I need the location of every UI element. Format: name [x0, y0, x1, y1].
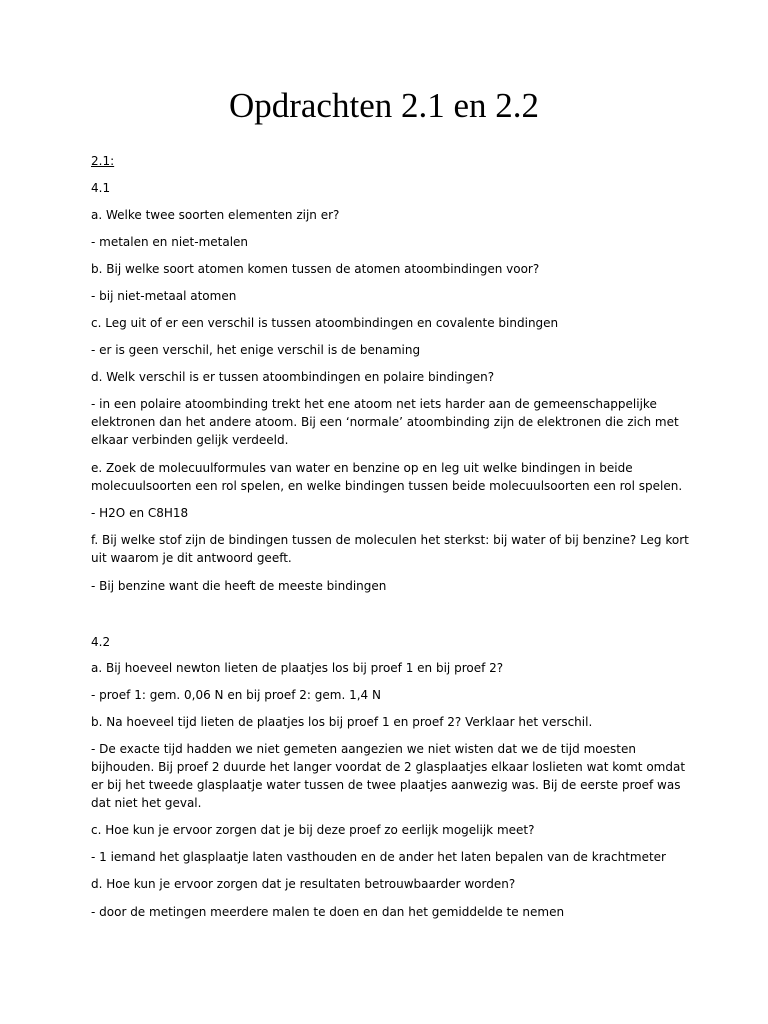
question-text: a. Welke twee soorten elementen zijn er? — [91, 208, 340, 222]
answer-text: - bij niet-metaal atomen — [91, 289, 237, 303]
question-text: c. Leg uit of er een verschil is tussen atoombindingen en covalente bindingen — [91, 316, 559, 330]
answer-text: - 1 iemand het glasplaatje laten vasthouden en de ander het laten bepalen van de krachtmeter — [91, 850, 666, 864]
subsection-heading: 4.2 — [91, 635, 111, 649]
answer-text: - metalen en niet-metalen — [91, 235, 249, 249]
question-text: d. Welk verschil is er tussen atoombindingen en polaire bindingen? — [91, 370, 495, 384]
answer-text: - door de metingen meerdere malen te doen en dan het gemiddelde te nemen — [91, 905, 565, 919]
question-text: e. Zoek de molecuulformules van water en benzine op en leg uit welke bindingen in beide molecuulsoorten een rol spelen, en welke bindingen tussen beide molecuulsoorten een rol spelen. — [91, 461, 683, 493]
answer-text: - H2O en C8H18 — [91, 506, 189, 520]
answer-text: - De exacte tijd hadden we niet gemeten aangezien we niet wisten dat we de tijd moesten bijhouden. Bij proef 2 duurde het langer voordat de 2 glasplaatjes elkaar loslieten wat komt omdat er bij het tweede glasplaatje water tussen de twee plaatjes aanwezig was. Bij de eerste proef was dat niet het geval. — [91, 742, 686, 810]
question-text: b. Na hoeveel tijd lieten de plaatjes los bij proef 1 en proef 2? Verklaar het verschil. — [91, 715, 593, 729]
answer-text: - proef 1: gem. 0,06 N en bij proef 2: gem. 1,4 N — [91, 688, 381, 702]
question-text: d. Hoe kun je ervoor zorgen dat je resultaten betrouwbaarder worden? — [91, 877, 516, 891]
answer-text: - er is geen verschil, het enige verschil is de benaming — [91, 343, 421, 357]
question-text: f. Bij welke stof zijn de bindingen tussen de moleculen het sterkst: bij water of bij benzine? Leg kort uit waarom je dit antwoord geeft. — [91, 533, 689, 565]
question-text: b. Bij welke soort atomen komen tussen de atomen atoombindingen voor? — [91, 262, 540, 276]
answer-text: - Bij benzine want die heeft de meeste bindingen — [91, 579, 387, 593]
question-text: a. Bij hoeveel newton lieten de plaatjes los bij proef 1 en bij proef 2? — [91, 661, 504, 675]
subsection-heading: 4.1 — [91, 181, 111, 195]
answer-text: - in een polaire atoombinding trekt het ene atoom net iets harder aan de gemeenschappelijke elektronen dan het andere atoom. Bij een ‘normale’ atoombinding zijn de elektronen die zich met elkaar verbinden gelijk verdeeld. — [91, 397, 679, 447]
section-heading: 2.1: — [91, 154, 115, 168]
question-text: c. Hoe kun je ervoor zorgen dat je bij deze proef zo eerlijk mogelijk meet? — [91, 823, 535, 837]
page-title: Opdrachten 2.1 en 2.2 — [228, 86, 540, 125]
